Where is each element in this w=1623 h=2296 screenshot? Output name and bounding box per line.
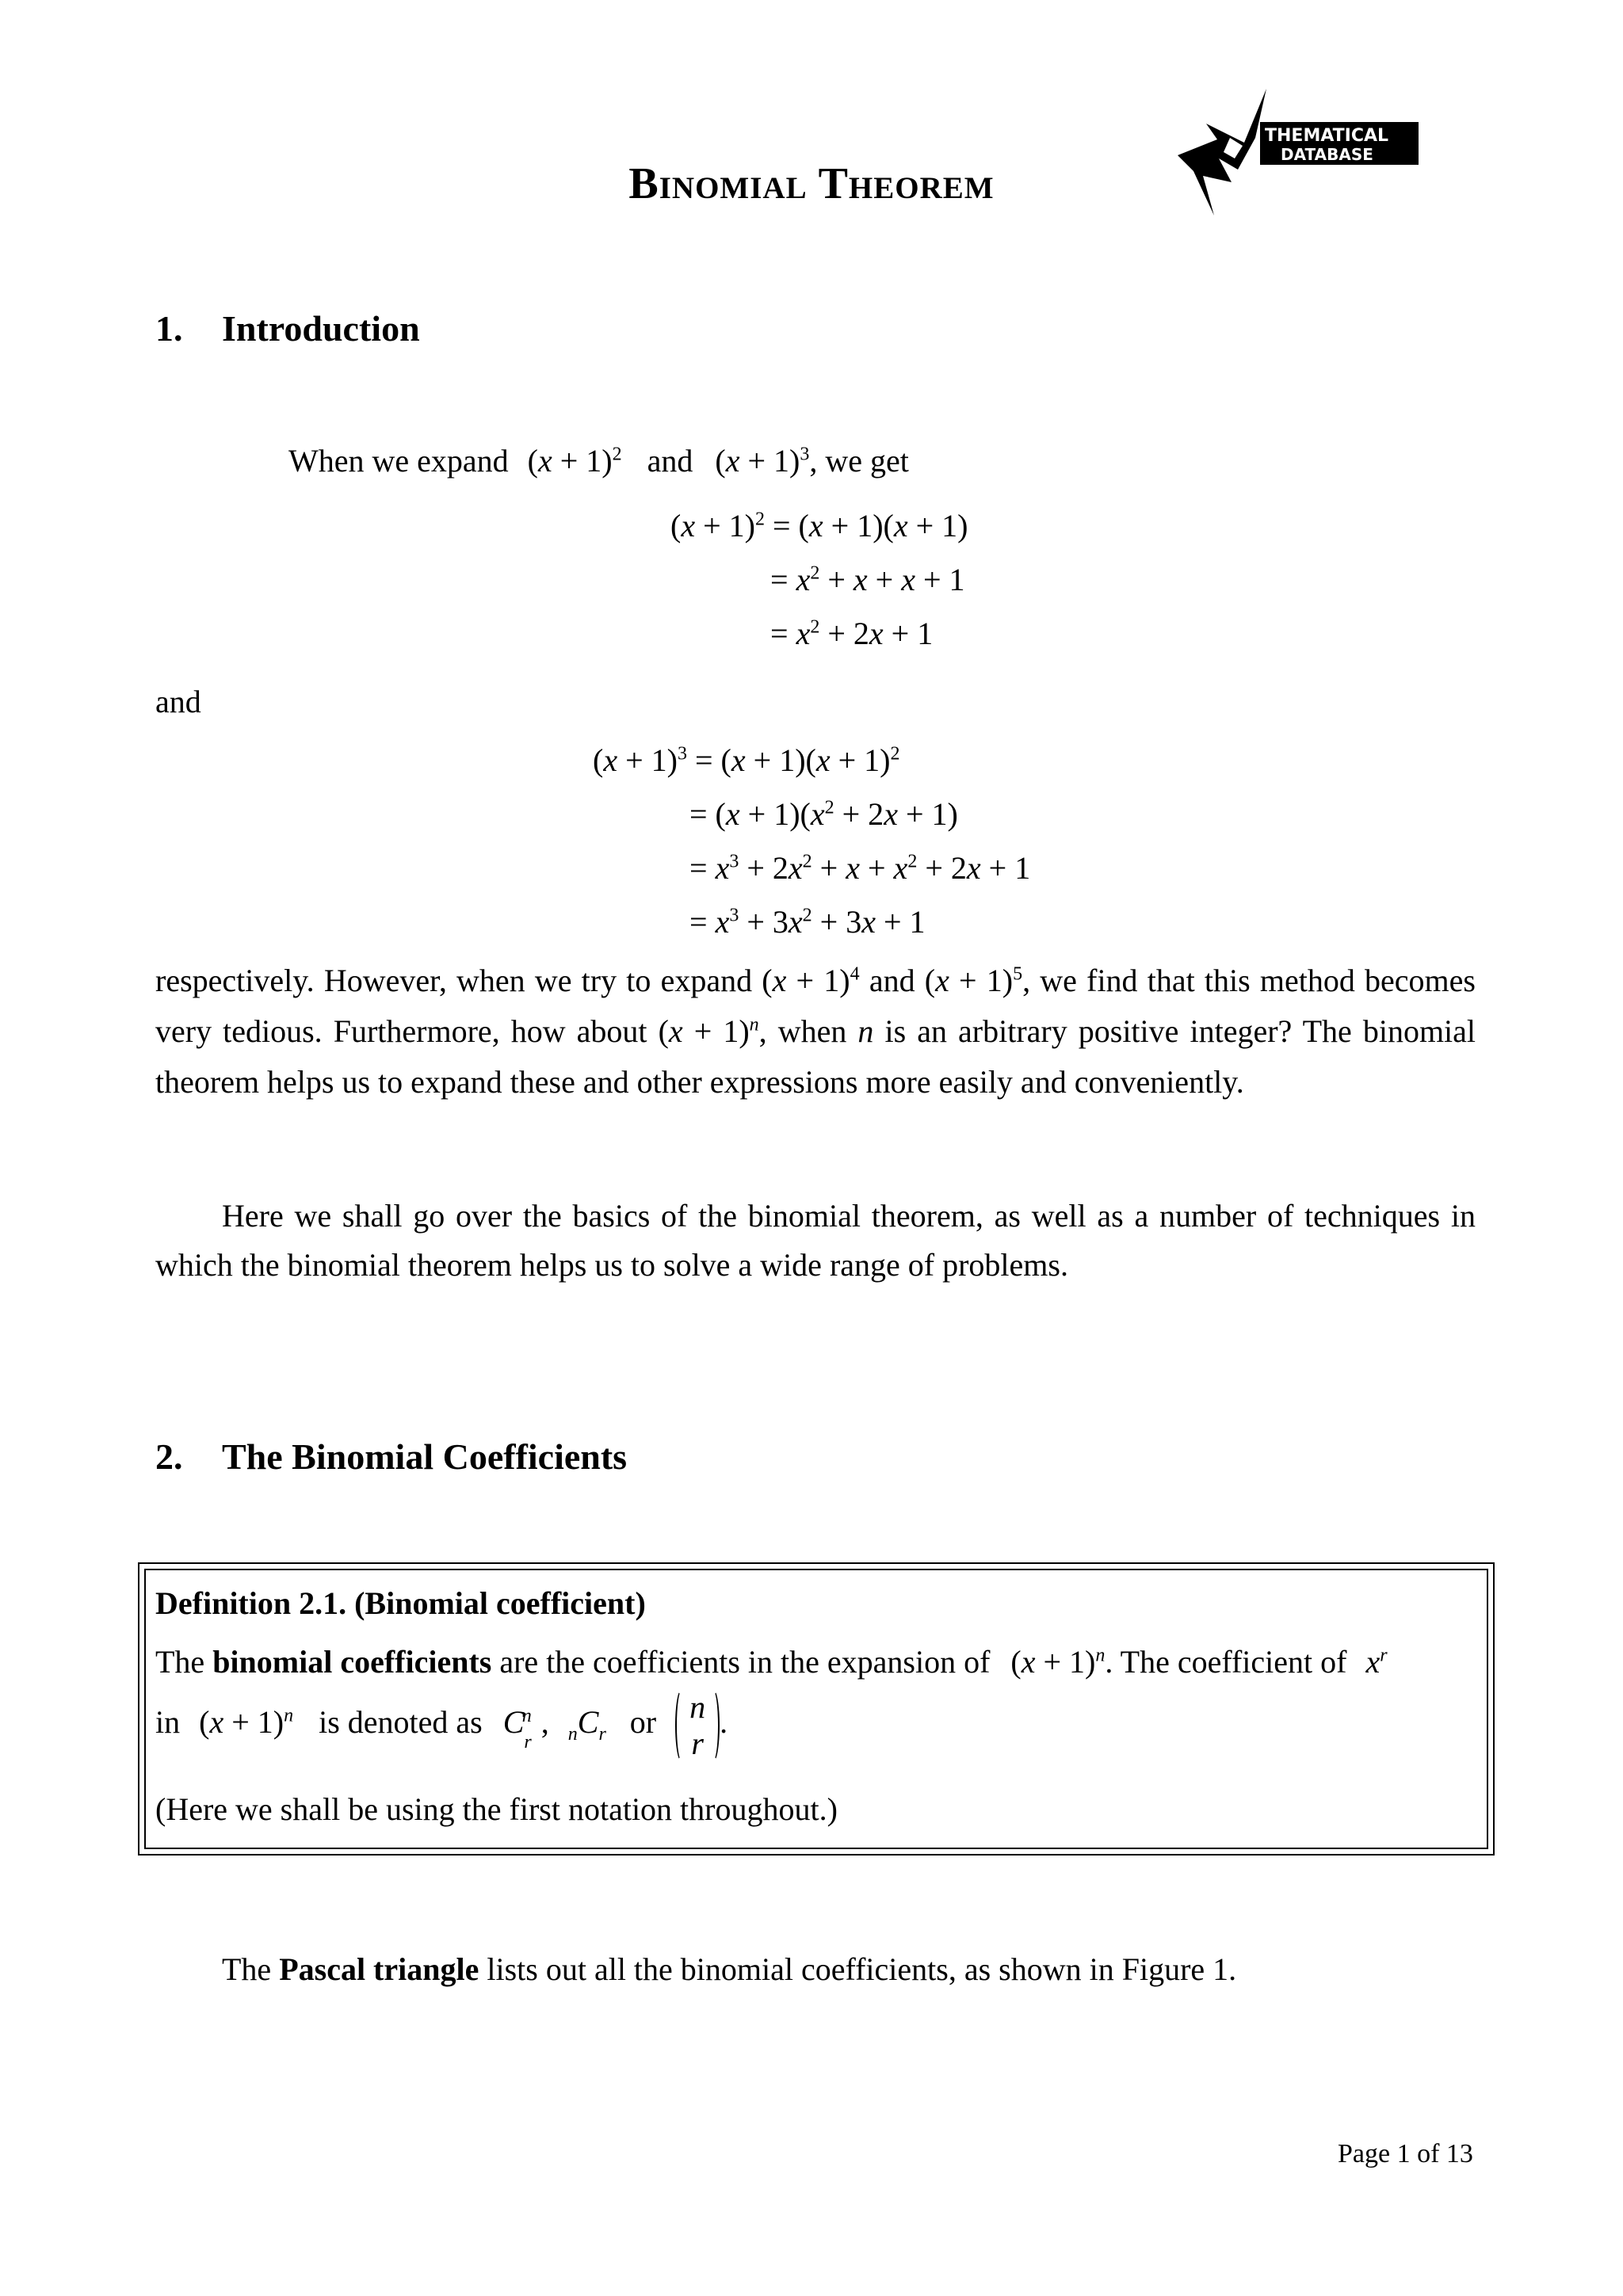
def-expr-pown: $(x + 1)^n$ xyxy=(1010,1644,1106,1680)
page-title: Binomial Theorem xyxy=(628,159,995,208)
paragraph-2: Here we shall go over the basics of the binomial theorem, as well as a number of techniques in which the binomial theorem helps us to solve a wide range of problems. xyxy=(155,1198,1476,1283)
def-denoted: is denoted as xyxy=(319,1704,483,1741)
pascal-the: The xyxy=(222,1951,272,1987)
expr-x-plus-1-pow4: $(x + 1)^4$ xyxy=(762,963,860,998)
expr-x-plus-1-pow5: $(x + 1)^5$ xyxy=(924,963,1023,998)
intro-and: and xyxy=(647,443,693,479)
def-bold-term: binomial coefficients xyxy=(212,1644,492,1680)
para1-e: is an arbitrary positive integer? The binomial theorem helps us to expand these and other expressions more easily and conveniently. xyxy=(155,1013,1476,1100)
notation-c-n-r: $C_r^n$ , xyxy=(502,1704,549,1753)
para1-c: , we find that this method becomes very tedious. Furthermore, how about xyxy=(155,963,1476,1049)
paragraph-1 xyxy=(155,955,1476,1108)
def-coef: . The coefficient of xyxy=(1105,1644,1347,1680)
logo-text-line2: DATABASE xyxy=(1281,145,1373,164)
eq1-line1: $(x + 1)^2 = (x + 1)(x + 1)$ xyxy=(670,508,968,543)
intro-lead: When we expand xyxy=(288,443,509,479)
section-2-title: The Binomial Coefficients xyxy=(222,1436,628,1477)
expr-x-plus-1-cubed: $(x + 1)^3$ xyxy=(715,443,810,479)
definition-line1 xyxy=(155,1638,1480,1686)
definition-line2: in $(x + 1)^n$ is denoted as $C_r^n$ , $_nC_r$ or n r . xyxy=(155,1689,728,1761)
def-expr-pown-2: $(x + 1)^n$ xyxy=(199,1704,294,1741)
definition-note: (Here we shall be using the first notation throughout.) xyxy=(155,1791,838,1827)
def-x-pow-r: $x^r$ xyxy=(1365,1644,1388,1680)
notation-binom-n-r: n r xyxy=(675,1689,720,1762)
eq1-line2: = $x^2 + x + x + 1$ xyxy=(770,562,965,597)
eq1-line3: = $x^2 + 2x + 1$ xyxy=(770,616,934,651)
section-1-heading xyxy=(155,307,420,349)
eq2-line1: $(x + 1)^3 = (x + 1)(x + 1)^2$ xyxy=(593,742,900,778)
section-1-title: Introduction xyxy=(222,308,420,349)
section-1-number: 1. xyxy=(155,308,183,349)
pascal-sentence xyxy=(222,1946,1236,1993)
intro-tail: , we get xyxy=(809,443,909,479)
eq2-line2: = $(x + 1)(x^2 + 2x + 1)$ xyxy=(689,796,958,832)
intro-line xyxy=(288,437,909,485)
expr-x-plus-1-pown: $(x + 1)^n$ xyxy=(658,1013,759,1049)
section-2-number: 2. xyxy=(155,1436,183,1477)
definition-box xyxy=(138,1562,1495,1855)
def-in: in xyxy=(155,1704,181,1741)
page-number: Page 1 of 13 xyxy=(1338,2139,1473,2168)
eq2-line3: = $x^3 + 2x^2 + x + x^2 + 2x + 1$ xyxy=(689,850,1031,886)
logo-text-line1: THEMATICAL xyxy=(1265,126,1389,146)
def-or: or xyxy=(629,1704,657,1741)
notation-n-c-r: $_nC_r$ xyxy=(567,1704,606,1745)
def-the: The xyxy=(155,1644,205,1680)
var-n: n xyxy=(857,1013,874,1049)
mathematical-database-logo xyxy=(1162,82,1428,222)
pascal-bold-term: Pascal triangle xyxy=(279,1951,479,1987)
para1-a: respectively. However, when we try to expand xyxy=(155,963,753,998)
definition-title: Definition 2.1. (Binomial coefficient) xyxy=(155,1585,646,1621)
expr-x-plus-1-squared: $(x + 1)^2$ xyxy=(527,443,622,479)
pascal-rest: lists out all the binomial coefficients, as shown in Figure 1. xyxy=(487,1951,1237,1987)
para1-b: and xyxy=(869,963,915,998)
and-text: and xyxy=(155,684,201,719)
eq2-line4: = $x^3 + 3x^2 + 3x + 1$ xyxy=(689,904,926,940)
section-2-heading xyxy=(155,1436,627,1478)
definition-box-inner xyxy=(144,1569,1488,1849)
def-mid: are the coefficients in the expansion of xyxy=(499,1644,991,1680)
para1-d: , when xyxy=(758,1013,847,1049)
